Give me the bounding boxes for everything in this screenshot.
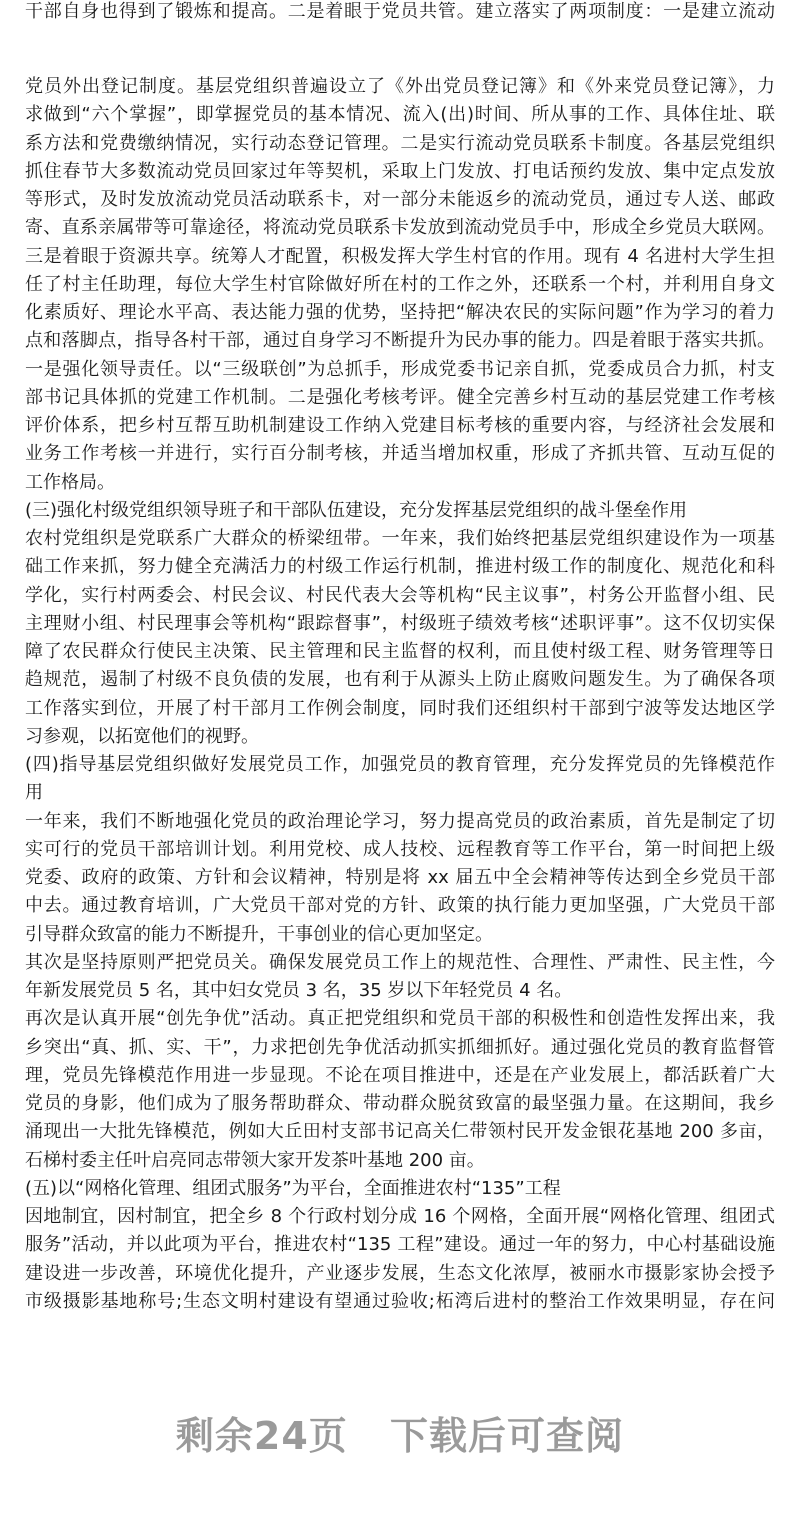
document-text-line: 党员外出登记制度。基层党组织普遍设立了《外出党员登记簿》和《外来党员登记簿》，力 — [25, 76, 775, 97]
document-text-line: 建设进一步改善，环境优化提升，产业逐步发展，生态文化浓厚，被丽水市摄影家协会授予 — [25, 1262, 775, 1284]
document-text-line: 工作格局。 — [25, 471, 115, 493]
document-text-line: 寄、直系亲属带等可靠途径，将流动党员联系卡发放到流动党员手中，形成全乡党员大联网。 — [25, 217, 775, 239]
download-hint-label: 下载后可查阅 — [390, 1414, 625, 1458]
document-text-line: (四)指导基层党组织做好发展党员工作，加强党员的教育管理，充分发挥党员的先锋模范作 — [25, 754, 775, 775]
document-text-line: 市级摄影基地称号;生态文明村建设有望通过验收;柘湾后进村的整治工作效果明显，存在问 — [25, 1290, 775, 1312]
document-text-line: 学化，实行村两委会、村民会议、村民代表大会等机构“民主议事”，村务公开监督小组、民 — [25, 584, 775, 606]
document-text-line: 年新发展党员 5 名，其中妇女党员 3 名，35 岁以下年轻党员 4 名。 — [25, 980, 573, 1001]
document-text-line: (三)强化村级党组织领导班子和干部队伍建设，充分发挥基层党组织的战斗堡垒作用 — [25, 499, 688, 521]
document-text-line: 础工作来抓，努力健全充满活力的村级工作运行机制，推进村级工作的制度化、规范化和科 — [25, 556, 775, 578]
document-text-line: 习参观，以拓宽他们的视野。 — [25, 725, 259, 747]
document-text-line: 等形式，及时发放流动党员活动联系卡，对一部分未能返乡的流动党员，通过专人送、邮政 — [25, 189, 775, 210]
document-text-line: 化素质好、理论水平高、表达能力强的优势，坚持把“解决农民的实际问题”作为学习的着力 — [25, 302, 775, 323]
download-prompt[interactable] — [0, 1412, 800, 1460]
document-text-line: 实可行的党员干部培训计划。利用党校、成人技校、远程教育等工作平台，第一时间把上级 — [25, 838, 775, 860]
document-text-line: 主理财小组、村民理事会等机构“跟踪督事”，村级班子绩效考核“述职评事”。这不仅切实保 — [25, 612, 775, 634]
document-text-line: 中去。通过教育培训，广大党员干部对党的方针、政策的执行能力更加坚强，广大党员干部 — [25, 895, 775, 917]
document-text-line: 障了农民群众行使民主决策、民主管理和民主监督的权利，而且使村级工程、财务管理等日 — [25, 641, 775, 662]
document-text-line: 业务工作考核一并进行，实行百分制考核，并适当增加权重，形成了齐抓共管、互动互促的 — [25, 443, 775, 465]
document-text-line: 点和落脚点，指导各村干部，通过自身学习不断提升为民办事的能力。四是着眼于落实共抓。 — [25, 330, 775, 352]
remaining-pages-label: 剩余24页 — [175, 1414, 348, 1458]
document-text-line: 三是着眼于资源共享。统筹人才配置，积极发挥大学生村官的作用。现有 4 名进村大学生担 — [25, 245, 775, 267]
document-text-line: 党员的身影，他们成为了服务帮助群众、带动群众脱贫致富的最坚强力量。在这期间，我乡 — [25, 1093, 775, 1114]
document-text-line: 任了村主任助理，每位大学生村官除做好所在村的工作之外，还联系一个村，并利用自身文 — [25, 273, 775, 295]
document-text-line: 服务”活动，并以此项为平台，推进农村“135 工程”建设。通过一年的努力，中心村基础设施 — [25, 1234, 775, 1256]
document-text-line: 引导群众致富的能力不断提升，干事创业的信心更加坚定。 — [25, 923, 493, 945]
document-text-line: 用 — [25, 782, 43, 804]
document-text-line: 石梯村委主任叶启亮同志带领大家开发茶叶基地 200 亩。 — [25, 1149, 485, 1171]
document-body — [0, 73, 800, 1316]
document-text-line: 一年来，我们不断地强化党员的政治理论学习，努力提高党员的政治素质，首先是制定了切 — [25, 810, 775, 832]
document-text-line: 涌现出一大批先锋模范，例如大丘田村支部书记高关仁带领村民开发金银花基地 200 多亩， — [25, 1121, 775, 1143]
document-text-line: 理，党员先锋模范作用进一步显现。不论在项目推进中，还是在产业发展上，都活跃着广大 — [25, 1064, 775, 1086]
document-text-line: 其次是坚持原则严把党员关。确保发展党员工作上的规范性、合理性、严肃性、民主性，今 — [25, 951, 775, 973]
document-text-line: 工作落实到位，开展了村干部月工作例会制度，同时我们还组织村干部到宁波等发达地区学 — [25, 697, 775, 719]
document-text-line: 因地制宜，因村制宜，把全乡 8 个行政村划分成 16 个网格，全面开展“网格化管理、组团式 — [25, 1206, 775, 1227]
document-text-line: 党委、政府的政策、方针和会议精神，特别是将 xx 届五中全会精神等传达到全乡党员干部 — [25, 867, 775, 888]
document-text-line: 农村党组织是党联系广大群众的桥梁纽带。一年来，我们始终把基层党组织建设作为一项基 — [25, 528, 775, 549]
document-text-line: 干部自身也得到了锻炼和提高。二是着眼于党员共管。建立落实了两项制度：一是建立流动 — [25, 1, 775, 22]
document-text-line: (五)以“网格化管理、组团式服务”为平台，全面推进农村“135”工程 — [25, 1177, 561, 1199]
document-text-line: 再次是认真开展“创先争优”活动。真正把党组织和党员干部的积极性和创造性发挥出来，我 — [25, 1008, 775, 1030]
document-text-line: 评价体系，把乡村互帮互助机制建设工作纳入党建目标考核的重要内容，与经济社会发展和 — [25, 415, 775, 436]
document-text-line: 一是强化领导责任。以“三级联创”为总抓手，形成党委书记亲自抓，党委成员合力抓，村支 — [25, 358, 775, 380]
document-text-line: 乡突出“真、抓、实、干”，力求把创先争优活动抓实抓细抓好。通过强化党员的教育监督管 — [25, 1036, 775, 1058]
document-text-line: 抓住春节大多数流动党员回家过年等契机，采取上门发放、打电话预约发放、集中定点发放 — [25, 160, 775, 182]
document-text-line: 趋规范，遏制了村级不良负债的发展，也有利于从源头上防止腐败问题发生。为了确保各项 — [25, 669, 775, 691]
document-text-line: 部书记具体抓的党建工作机制。二是强化考核考评。健全完善乡村互动的基层党建工作考核 — [25, 386, 775, 408]
document-text-line: 系方法和党费缴纳情况，实行动态登记管理。二是实行流动党员联系卡制度。各基层党组织 — [25, 132, 775, 154]
document-text-line: 求做到“六个掌握”，即掌握党员的基本情况、流入(出)时间、所从事的工作、具体住址、联 — [25, 104, 775, 126]
